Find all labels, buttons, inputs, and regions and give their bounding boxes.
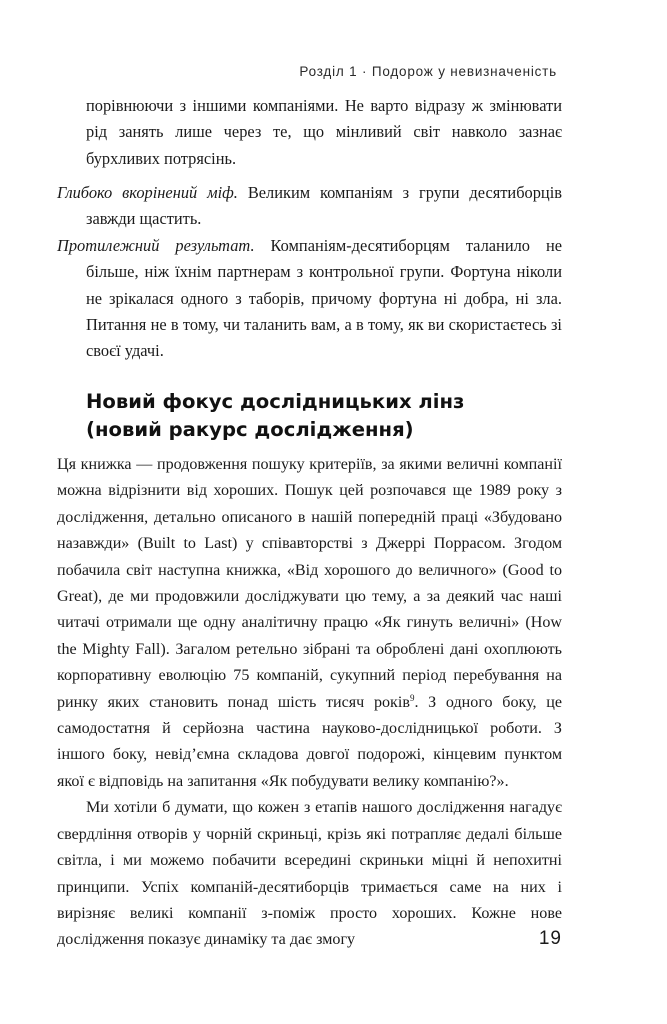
section-heading [86,388,566,444]
footnote-marker: 9 [409,692,415,703]
body-text-block [57,452,562,954]
myth-label: Глибоко вкорінений міф. [57,183,238,202]
result-text: Компаніям-десятиборцям таланило не більше, ніж їхнім партнерам з контрольної групи. Фортуна ніколи не зрікалася одного з таборів, причому фортуна ні добра, ні зла. Питання не в тому, чи таланить вам, а в тому, як ви скористаєтесь зі своєї удачі. [86,235,562,361]
myth-entry [57,180,562,233]
running-header: Розділ 1 · Подорож у невизначеність [299,64,557,79]
continued-paragraph: порівнюючи з іншими компаніями. Не варто відразу ж змінювати рід занять лише через те, що мінливий світ навколо зазнає бурхливих потрясінь. [86,96,562,168]
myth-result-block [57,180,562,365]
body-paragraph-2: Ми хотіли б думати, що кожен з етапів нашого дослідження нагадує свердління отворів у чорній скриньці, крізь які потрапляє дедалі більше світла, і ми можемо побачити всередині скриньки міцні й непохитні принципи. Успіх компаній-десятиборців тримається саме на них і вирізняє великі компанії з-поміж просто хороших. Кожне нове дослідження показує динаміку та дає змогу [57,799,562,949]
body-paragraph-1-start: Ця книжка — продовження пошуку критеріїв, за якими величні компанії можна відрізнити від хороших. Пошук цей розпочався ще 1989 року з дослідження, детально описаного в нашій попередній праці «Збудовано назавжди» (Built to Last) у співавторстві з Джеррі Поррасом. Згодом побачила світ наступна книжка, «Від хорошого до величного» (Good to Great), де ми продовжили досліджувати цю тему, а за деякий час наші читачі отримали ще одну аналітичну працю «Як гинуть величні» (How the Mighty Fall). Загалом ретельно зібрані та оброблені дані охоплюють корпоративну еволюцію 75 компаній, сукупний період перебування на ринку яких становить понад шість тисяч років [57,456,562,711]
result-entry [57,233,562,365]
section-heading-line-1: Новий фокус дослідницьких лінз [86,390,465,413]
page-number: 19 [538,928,562,949]
section-heading-line-2: (новий ракурс дослідження) [86,418,414,441]
body-paragraph-1 [57,452,562,795]
myth-text: Великим компаніям з групи десятиборців завжди щастить. [86,183,562,229]
continued-paragraph-block [86,93,562,172]
result-label: Протилежний результат. [57,235,255,255]
body-paragraph-1-end: . З одного боку, це самодостатня й серйозна частина науково-дослідницької роботи. З іншого боку, невід’ємна складова довгої подорожі, кінцевим пунктом якої є відповідь на запитання «Як побудувати велику компанію?». [57,693,562,790]
